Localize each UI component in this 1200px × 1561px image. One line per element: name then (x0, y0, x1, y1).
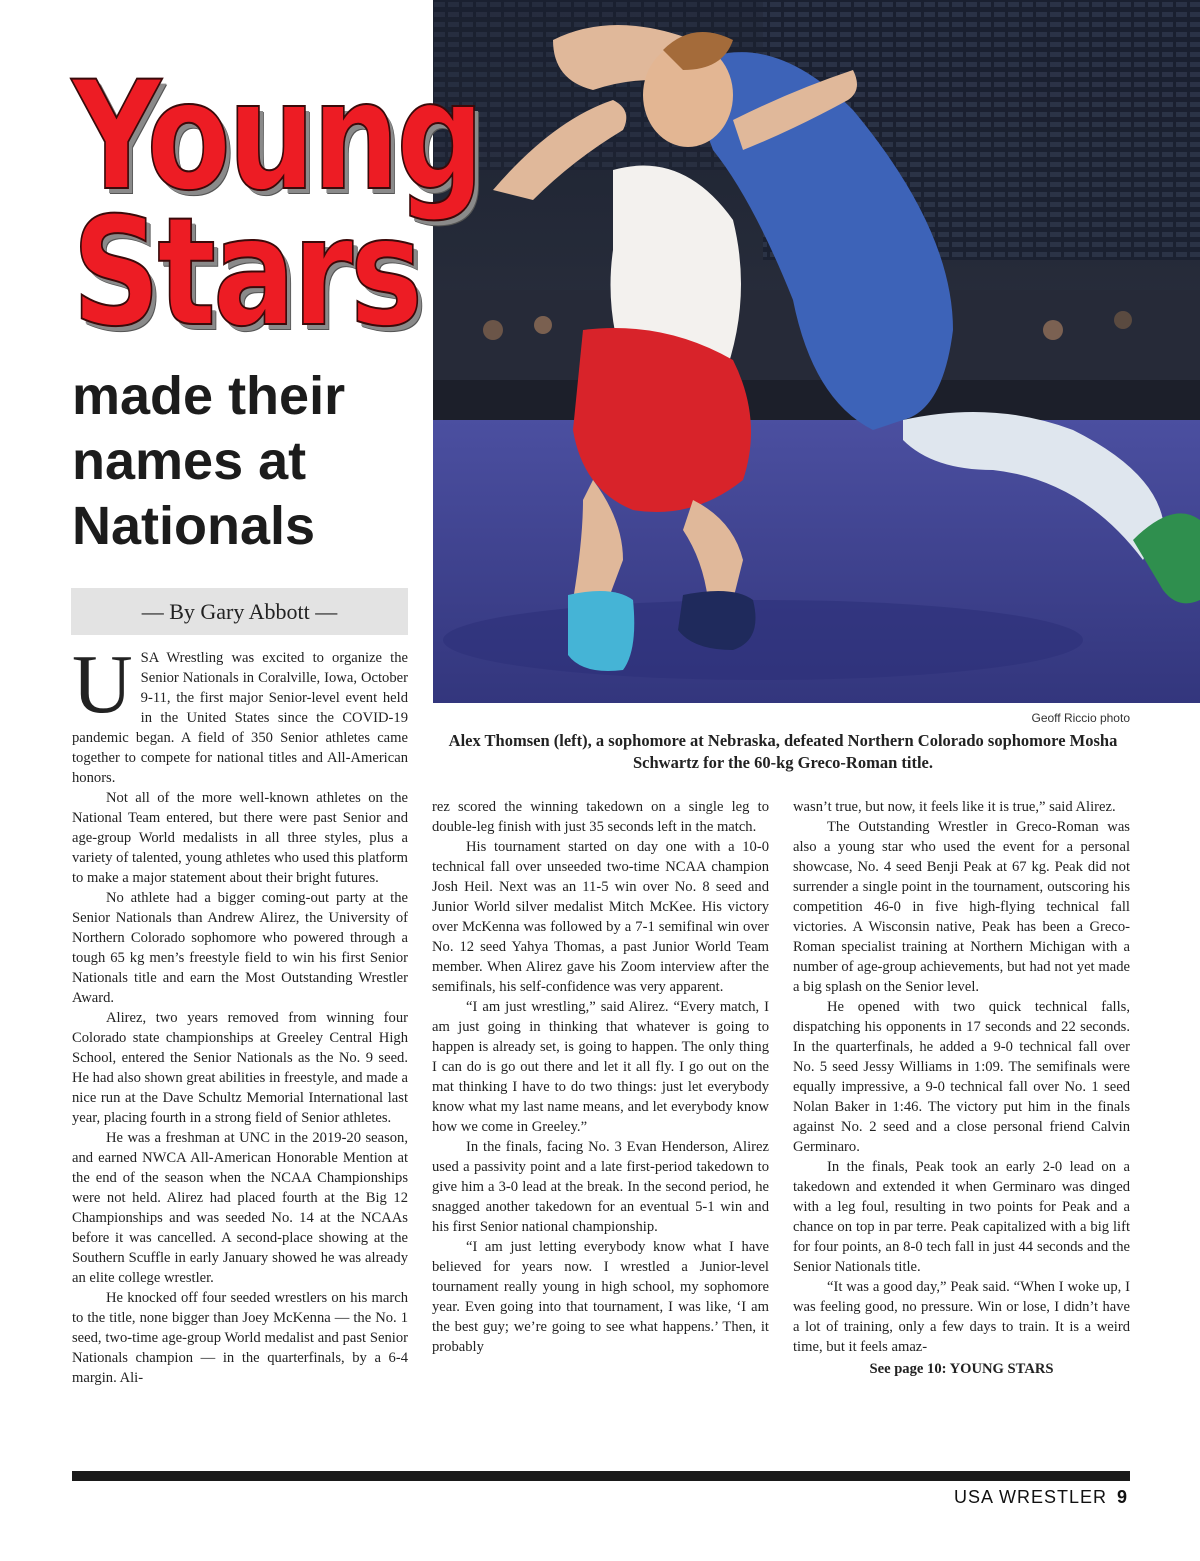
footer-rule (72, 1471, 1130, 1481)
drop-cap: U (72, 638, 133, 731)
page-number: 9 (1116, 1487, 1128, 1507)
article-column-2 (432, 797, 769, 1469)
article-paragraph: The Outstanding Wrestler in Greco-Roman was also a young star who used the event for a personal showcase, No. 4 seed Benji Peak at 67 kg. Peak did not surrender a single point in the tournament, outscoring his competition 46-0 in five high-flying technical fall victories. A Wisconsin native, Peak has been a Greco-Roman specialist training at Northern Michigan with a number of age-group achievements, but had not yet made a big splash on the Senior level. (793, 819, 1130, 995)
article-paragraph: rez scored the winning takedown on a single leg to double-leg finish with just 35 seconds left in the match. (432, 799, 769, 835)
article-paragraph: “I am just letting everybody know what I have believed for years now. I wrestled a Junior-level tournament really young in high school, my sophomore year. Even going into that tournament, I was like, ‘I am the best guy; we’re going to see what happens.’ Then, it probably (432, 1239, 769, 1355)
article-paragraph: No athlete had a bigger coming-out party at the Senior Nationals than Andrew Alirez, the University of Northern Colorado sophomore who powered through a tough 65 kg men’s freestyle field to win his first Senior Nationals title and earn the Most Outstanding Wrestler Award. (72, 890, 408, 1006)
article-paragraph: He opened with two quick technical falls, dispatching his opponents in 17 seconds and 22 seconds. In the quarterfinals, he added a 9-0 technical fall over No. 5 seed Jessy Williams in 1:09. The semifinals were equally impressive, a 9-0 technical fall over No. 1 seed Nolan Baker in 1:46. The victory put him in the finals against No. 2 seed and a close personal friend Calvin Germinaro. (793, 999, 1130, 1155)
article-paragraph (72, 638, 408, 788)
publication-name: USA WRESTLER (953, 1487, 1107, 1507)
wrestling-photo (433, 0, 1200, 703)
article-paragraph: He was a freshman at UNC in the 2019-20 season, and earned NWCA All-American Honorable Mention at the end of the season when the NCAA Championships were not held. Alirez had placed fourth at the Big 12 Championships and was seeded No. 14 at the NCAAs before it was cancelled. A second-place showing at the Southern Scuffle in early January showed he was already an elite college wrestler. (72, 1130, 408, 1286)
photo-credit: Geoff Riccio photo (1031, 711, 1130, 725)
byline: — By Gary Abbott — (71, 588, 408, 635)
photo-caption: Alex Thomsen (left), a sophomore at Nebraska, defeated Northern Colorado sophomore Mosha Schwartz for the 60-kg Greco-Roman title. (448, 731, 1118, 772)
article-column-3 (793, 797, 1130, 1469)
article-paragraph: “It was a good day,” Peak said. “When I woke up, I was feeling good, no pressure. Win or lose, I didn’t have a lot of training, only a few days to train. It is a weird time, but it feels amaz- (793, 1279, 1130, 1355)
article-paragraph: His tournament started on day one with a 10-0 technical fall over unseeded two-time NCAA champion Josh Heil. Next was an 11-5 win over No. 8 seed and Junior World silver medalist Mitch McKee. His victory over McKenna was followed by a 7-1 semifinal win over No. 12 seed Yahya Thomas, a past Junior World Team member. When Alirez gave his Zoom interview after the semifinals, his self-confidence was very apparent. (432, 839, 769, 995)
headline-subhead: made their names at Nationals (72, 366, 346, 556)
article-paragraph: In the finals, facing No. 3 Evan Henderson, Alirez used a passivity point and a late first-period takedown to give him a 3-0 lead at the break. In the second period, he snagged another takedown for an eventual 5-1 win and his first Senior national championship. (432, 1139, 769, 1235)
headline-young: Young (72, 50, 482, 224)
article-paragraph: Not all of the more well-known athletes on the National Team entered, but there were past Senior and age-group World medalists in all three styles, plus a variety of talented, young athletes who used this platform to make a major statement about their bright futures. (72, 790, 408, 886)
continued-reference: See page 10: YOUNG STARS (869, 1361, 1054, 1377)
article-paragraph: wasn’t true, but now, it feels like it is true,” said Alirez. (793, 799, 1116, 815)
article-column-1 (72, 638, 408, 1468)
article-paragraph: He knocked off four seeded wrestlers on his march to the title, none bigger than Joey McKenna — the No. 1 seed, two-time age-group World medalist and past Senior Nationals champion — in the quarterfinals, by a 6-4 margin. Ali- (72, 1290, 408, 1386)
article-paragraph: “I am just wrestling,” said Alirez. “Every match, I am just going in thinking that whatever is going to happen is already set, is going to happen. The only thing I can do is go out there and let it all fly. I go out on the mat thinking I have to do two things: just let everybody know what my last name means, and let everybody know how we come in Greeley.” (432, 999, 769, 1135)
article-paragraph: Alirez, two years removed from winning four Colorado state championships at Greeley Central High School, entered the Senior Nationals as the No. 9 seed. He had also shown great abilities in freestyle, and made a nice run at the Dave Schultz Memorial International last year, placing fourth in a strong field of Senior athletes. (72, 1010, 408, 1126)
paragraph-text: SA Wrestling was excited to organize the Senior Nationals in Coralville, Iowa, October 9-11, the first major Senior-level event held in the United States since the COVID-19 pandemic began. A field of 350 Senior athletes came together to compete for national titles and All-American honors. (72, 650, 408, 786)
article-paragraph: In the finals, Peak took an early 2-0 lead on a takedown and extended it when Germinaro was dinged with a leg foul, resulting in two points for Peak and a chance on top in par terre. Peak capitalized with a big lift for four points, an 8-0 tech fall in just 44 seconds and the Senior Nationals title. (793, 1159, 1130, 1275)
footer (954, 1487, 1128, 1508)
headline-stars: Stars (72, 186, 420, 360)
